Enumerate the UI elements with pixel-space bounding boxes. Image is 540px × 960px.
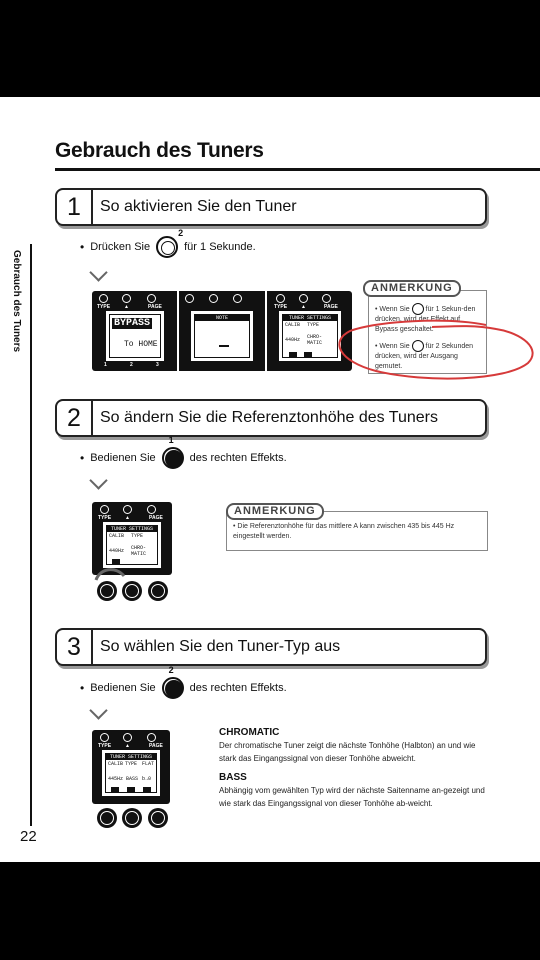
lcd-tuner-type: TUNER SETTINGS CALIB TYPE FLAT 445Hz BASS b→0 — [102, 750, 160, 796]
chevron-down-icon — [89, 701, 107, 719]
lcd-bypass: BYPASS To HOME — [106, 311, 164, 361]
instruction-post: des rechten Effekts. — [189, 452, 287, 464]
instruction-pre: Bedienen Sie — [90, 682, 156, 694]
manual-page — [0, 97, 540, 862]
step-number: 3 — [57, 630, 93, 664]
device-panel-step2: TYPE ▲ PAGE TUNER SETTINGS CALIB TYPE 440Hz CHRO-MATIC — [92, 502, 172, 575]
bass-description: Abhängig vom gewählten Typ wird der nächste Saitenname an-gezeigt und wie stark das Eingangssignal von dieser Tonhöhe ab-weicht. — [219, 786, 485, 808]
footswitch-1-icon — [97, 808, 117, 828]
knob-icon: 2 — [156, 236, 178, 258]
chevron-down-icon — [89, 263, 107, 281]
hand-drawn-circle — [336, 319, 540, 387]
footswitch-2-icon — [122, 581, 142, 601]
lcd-note: NOTE — [191, 311, 253, 361]
knob-icon: 2 — [162, 677, 184, 699]
step-title: So aktivieren Sie den Tuner — [100, 198, 297, 215]
side-tab-label: Gebrauch des Tuners — [11, 250, 22, 353]
footswitch-2-icon — [122, 808, 142, 828]
instruction-post: des rechten Effekts. — [189, 682, 287, 694]
note-header-2: ANMERKUNG — [226, 503, 324, 520]
chevron-down-icon — [89, 471, 107, 489]
footswitch-3-icon — [148, 808, 168, 828]
note-box-1: • Wenn Sie für 1 Sekun-den drücken, wird der Effekt auf Bypass geschaltet. • Wenn Sie für 2 Sekunden drücken, wird der Ausgang gemutet. — [368, 290, 487, 374]
title-rule — [55, 168, 540, 171]
lcd-tuner-settings: TUNER SETTINGS CALIB TYPE 440Hz CHRO-MATIC — [279, 311, 341, 361]
chromatic-heading: CHROMATIC — [219, 727, 280, 738]
step-title: So ändern Sie die Referenztonhöhe des Tuners — [100, 409, 439, 426]
step-1-header — [55, 188, 487, 226]
knob-icon: 1 — [162, 447, 184, 469]
device-panel-step1: TYPE ▲ PAGE BYPASS To HOME 1 2 3 NOTE TYPE ▲ PAGE TUNER SETTINGS CALIB TYPE 440Hz CHRO-MATIC — [92, 291, 352, 371]
device-panel-step3: TYPE ▲ PAGE TUNER SETTINGS CALIB TYPE FLAT 445Hz BASS b→0 — [92, 730, 170, 804]
step-3-instruction: • Bedienen Sie 2 des rechten Effekts. — [80, 677, 287, 699]
step-number: 2 — [57, 401, 93, 435]
page-title: Gebrauch des Tuners — [55, 139, 264, 162]
step-2-instruction: • Bedienen Sie 1 des rechten Effekts. — [80, 447, 287, 469]
step-number: 1 — [57, 190, 93, 224]
instruction-pre: Bedienen Sie — [90, 452, 156, 464]
step-3-header — [55, 628, 487, 666]
note-header-1: ANMERKUNG — [363, 280, 461, 297]
note-box-2: • Die Referenztonhöhe für das mittlere A kann zwischen 435 bis 445 Hz eingestellt werden. — [226, 511, 488, 551]
step-title: So wählen Sie den Tuner-Typ aus — [100, 638, 341, 655]
bass-heading: BASS — [219, 772, 247, 783]
chromatic-description: Der chromatische Tuner zeigt die nächste Tonhöhe (Halbton) an und wie stark das Eingangssignal von dieser Tonhöhe abweicht. — [219, 741, 476, 763]
step-2-header — [55, 399, 487, 437]
step-1-instruction: • Drücken Sie 2 für 1 Sekunde. — [80, 236, 256, 258]
footswitch-3-icon — [148, 581, 168, 601]
instruction-pre: Drücken Sie — [90, 241, 151, 253]
instruction-post: für 1 Sekunde. — [184, 241, 256, 253]
footswitch-1-icon — [97, 581, 117, 601]
page-number: 22 — [20, 828, 37, 845]
lcd-tuner-settings: TUNER SETTINGS CALIB TYPE 440Hz CHRO-MATIC — [103, 522, 161, 568]
